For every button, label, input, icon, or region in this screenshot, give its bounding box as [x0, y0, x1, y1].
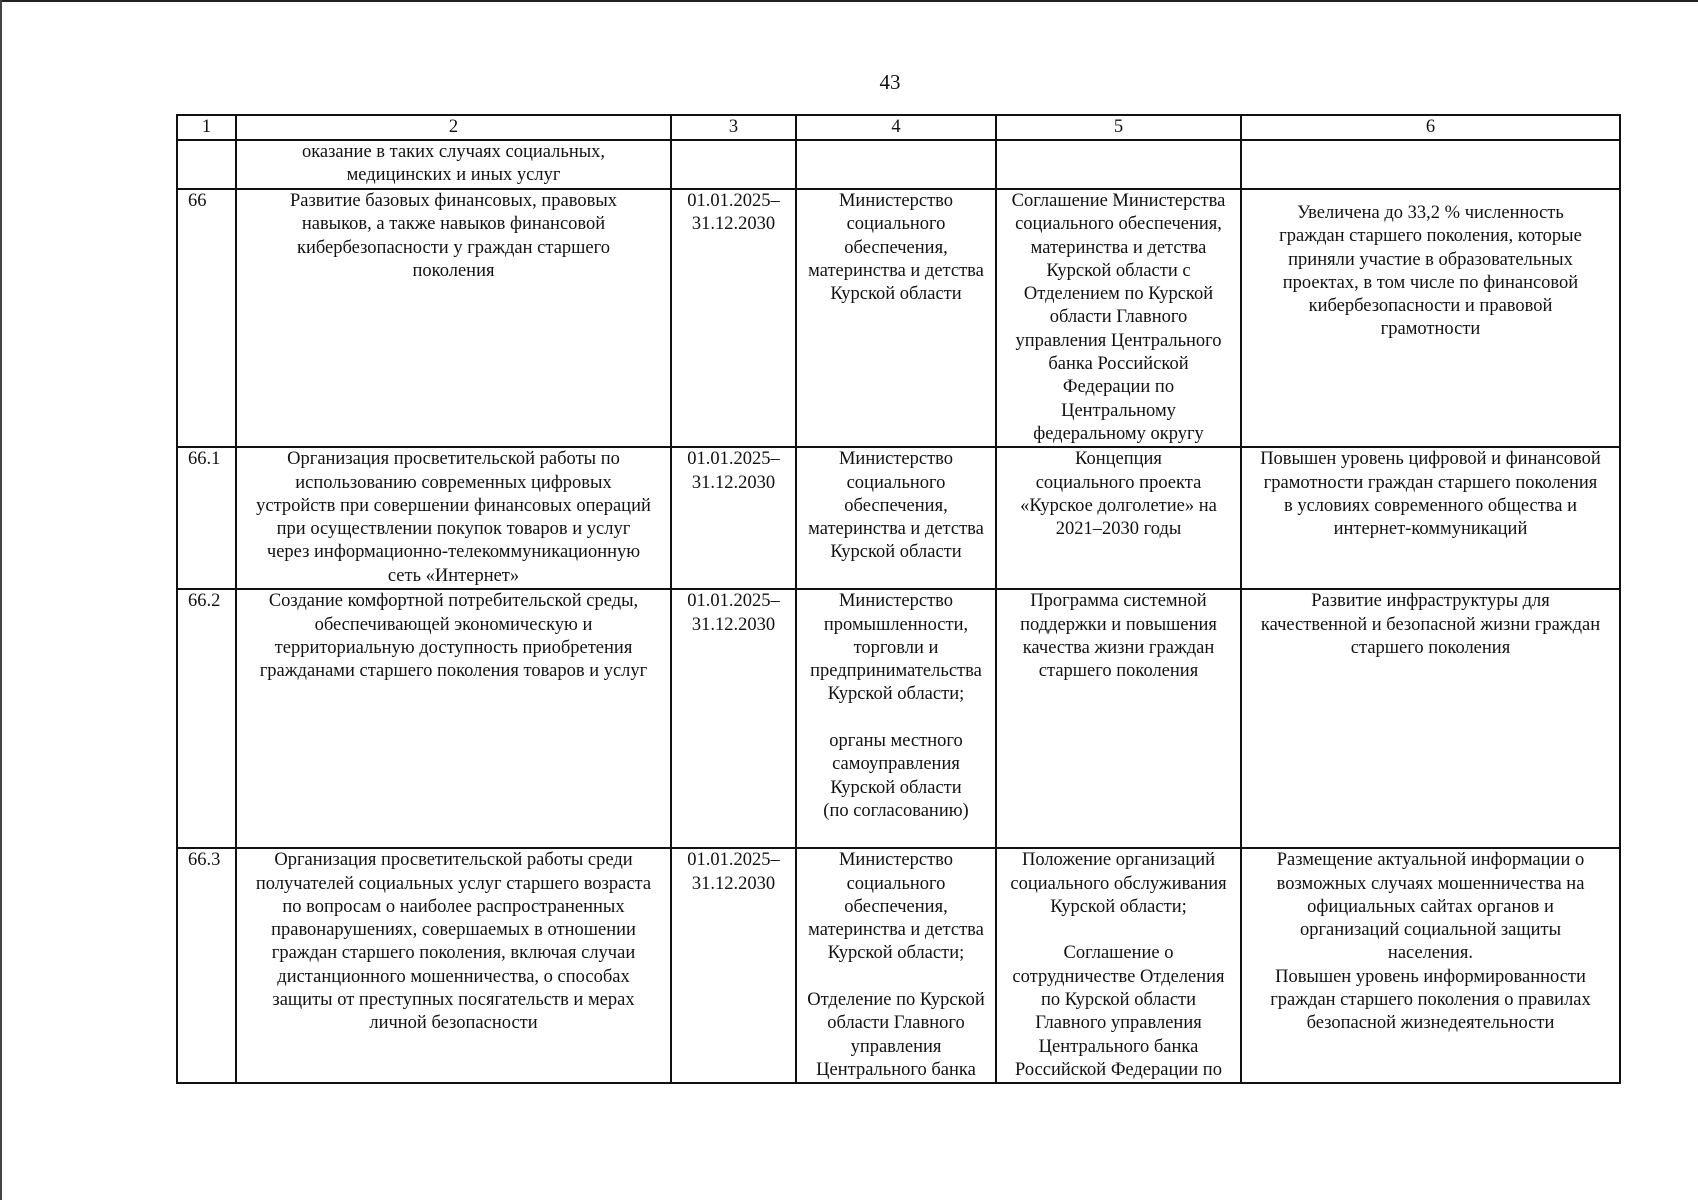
table-row [177, 589, 1620, 848]
basis-cell: Положение организаций социального обслуживания Курской области; Соглашение о сотрудничестве Отделения по Курской области Главного управления Центрального банка Российской Федерации по [996, 848, 1241, 1083]
result-cell: Развитие инфраструктуры для качественной и безопасной жизни граждан старшего поколения [1241, 589, 1620, 848]
table-row [177, 189, 1620, 447]
header-cell: 6 [1241, 115, 1620, 140]
period-cell [671, 140, 796, 189]
header-cell: 4 [796, 115, 996, 140]
header-cell: 5 [996, 115, 1241, 140]
header-cell: 1 [177, 115, 236, 140]
header-cell: 2 [236, 115, 671, 140]
measures-table [176, 114, 1621, 1084]
executor-cell: Министерство промышленности, торговли и предпринимательства Курской области; органы местного самоуправления Курской области (по согласованию) [796, 589, 996, 848]
period-cell: 01.01.2025– 31.12.2030 [671, 589, 796, 848]
executor-cell [796, 140, 996, 189]
executor-cell: Министерство социального обеспечения, материнства и детства Курской области [796, 189, 996, 447]
executor-cell: Министерство социального обеспечения, материнства и детства Курской области [796, 447, 996, 589]
table-row [177, 140, 1620, 189]
measure-cell: Развитие базовых финансовых, правовых навыков, а также навыков финансовой кибербезопасности у граждан старшего поколения [236, 189, 671, 447]
period-cell: 01.01.2025– 31.12.2030 [671, 848, 796, 1083]
table-row [177, 848, 1620, 1083]
basis-cell: Концепция социального проекта «Курское долголетие» на 2021–2030 годы [996, 447, 1241, 589]
measure-cell: Создание комфортной потребительской среды, обеспечивающей экономическую и территориальную доступность приобретения гражданами старшего поколения товаров и услуг [236, 589, 671, 848]
result-cell [1241, 140, 1620, 189]
result-cell: Размещение актуальной информации о возможных случаях мошенничества на официальных сайтах органов и организаций социальной защиты населения. Повышен уровень информированности граждан старшего поколения о правилах безопасной жизнедеятельности [1241, 848, 1620, 1083]
page-number: 43 [879, 70, 901, 94]
scan-edge-top [0, 0, 1698, 2]
table-row [177, 447, 1620, 589]
period-cell: 01.01.2025– 31.12.2030 [671, 447, 796, 589]
executor-cell: Министерство социального обеспечения, материнства и детства Курской области; Отделение по Курской области Главного управления Центрального банка [796, 848, 996, 1083]
row-number: 66 [177, 189, 236, 447]
table-header-row [177, 115, 1620, 140]
row-number [177, 140, 236, 189]
measure-cell: Организация просветительской работы среди получателей социальных услуг старшего возраста по вопросам о наиболее распространенных правонарушениях, совершаемых в отношении граждан старшего поколения, включая случаи дистанционного мошенничества, о способах защиты от преступных посягательств и мерах личной безопасности [236, 848, 671, 1083]
period-cell: 01.01.2025– 31.12.2030 [671, 189, 796, 447]
header-cell: 3 [671, 115, 796, 140]
row-number: 66.2 [177, 589, 236, 848]
basis-cell: Соглашение Министерства социального обеспечения, материнства и детства Курской области с Отделением по Курской области Главного управления Центрального банка Российской Федерации по Центральному федеральному округу [996, 189, 1241, 447]
scan-edge-left [0, 0, 2, 1200]
result-cell: Повышен уровень цифровой и финансовой грамотности граждан старшего поколения в условиях современного общества и интернет-коммуникаций [1241, 447, 1620, 589]
measure-cell: Организация просветительской работы по использованию современных цифровых устройств при совершении финансовых операций при осуществлении покупок товаров и услуг через информационно-телекоммуникационную сеть «Интернет» [236, 447, 671, 589]
row-number: 66.3 [177, 848, 236, 1083]
row-number: 66.1 [177, 447, 236, 589]
measure-cell: оказание в таких случаях социальных, медицинских и иных услуг [236, 140, 671, 189]
basis-cell [996, 140, 1241, 189]
basis-cell: Программа системной поддержки и повышения качества жизни граждан старшего поколения [996, 589, 1241, 848]
result-cell: Увеличена до 33,2 % численность граждан старшего поколения, которые приняли участие в образовательных проектах, в том числе по финансовой кибербезопасности и правовой грамотности [1241, 189, 1620, 447]
